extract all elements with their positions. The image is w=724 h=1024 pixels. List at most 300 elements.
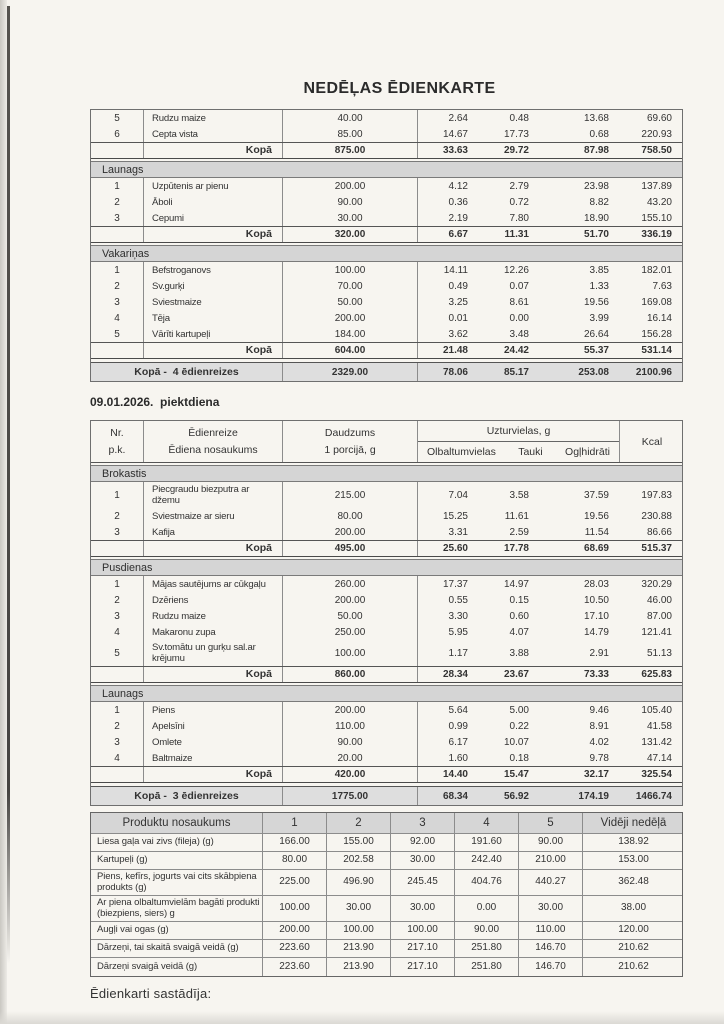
kcal-value: 51.13	[646, 647, 672, 659]
carb-value: 8.82	[589, 196, 609, 208]
product-value: 100.00	[327, 922, 391, 939]
menu-table-day2-body	[91, 465, 682, 805]
carb-value: 37.59	[583, 489, 609, 501]
product-value: 138.92	[618, 836, 649, 848]
row-number: 1	[91, 482, 144, 508]
row-number: 1	[91, 576, 144, 592]
dish-name: Piens	[144, 702, 283, 718]
row-number: 3	[91, 210, 144, 226]
kcal-value: 169.08	[641, 296, 672, 308]
meal-total-row	[91, 766, 682, 783]
carb-value: 18.90	[583, 212, 609, 224]
grand-total-protein: 78.06	[442, 366, 468, 378]
header-kcal-cell: Kcal	[619, 421, 684, 462]
carb-value: 19.56	[583, 510, 609, 522]
kcal-value: 156.28	[641, 328, 672, 340]
grand-total-protein: 68.34	[442, 790, 468, 802]
carb-value: 9.78	[589, 752, 609, 764]
protein-value: 0.01	[448, 312, 468, 324]
protein-value: 7.04	[448, 489, 468, 501]
product-value: 166.00	[263, 834, 327, 851]
carb-value: 8.91	[589, 720, 609, 732]
portion-grams: 85.00	[283, 126, 418, 142]
carb-value: 11.54	[584, 526, 609, 538]
menu-item-row	[91, 294, 682, 310]
products-col-header: 1	[263, 813, 327, 833]
meal-section-header: Vakariņas	[91, 245, 682, 262]
protein-value: 2.64	[448, 112, 468, 124]
protein-value: 0.55	[448, 594, 468, 606]
product-row	[91, 834, 682, 852]
fat-value: 4.07	[509, 626, 529, 638]
portion-grams: 90.00	[283, 194, 418, 210]
menu-item-row	[91, 278, 682, 294]
kcal-value: 47.14	[646, 752, 672, 764]
fat-value: 11.61	[504, 510, 529, 522]
menu-item-row	[91, 262, 682, 278]
portion-grams: 200.00	[283, 310, 418, 326]
products-col-header: 3	[391, 813, 455, 833]
row-number: 2	[91, 508, 144, 524]
protein-value: 15.25	[442, 510, 468, 522]
products-col-header: Vidēji nedēļā	[600, 816, 667, 829]
fat-value: 17.73	[503, 128, 529, 140]
total-fat: 11.31	[504, 229, 529, 240]
menu-item-row	[91, 110, 682, 126]
menu-item-row	[91, 702, 682, 718]
protein-value: 1.60	[448, 752, 468, 764]
fat-value: 10.07	[503, 736, 529, 748]
menu-item-row	[91, 126, 682, 142]
protein-value: 14.67	[442, 128, 468, 140]
portion-grams: 80.00	[283, 508, 418, 524]
carb-value: 19.56	[583, 296, 609, 308]
kcal-value: 220.93	[641, 128, 672, 140]
portion-grams: 200.00	[283, 592, 418, 608]
portion-grams: 260.00	[283, 576, 418, 592]
product-row	[91, 958, 682, 976]
product-value: 30.00	[327, 896, 391, 921]
date-heading: 09.01.2026. piektdiena	[90, 395, 220, 409]
kcal-value: 137.89	[641, 180, 672, 192]
product-value: 217.10	[391, 958, 455, 976]
meal-total-row	[91, 142, 682, 159]
row-number: 6	[91, 126, 144, 142]
products-col-header: 5	[519, 813, 583, 833]
product-value: 245.45	[391, 870, 455, 895]
page-title: NEDĒĻAS ĒDIENKARTE	[303, 80, 496, 97]
dish-name: Dzēriens	[144, 592, 283, 608]
protein-value: 5.95	[448, 626, 468, 638]
grand-total-kcal: 2100.96	[635, 366, 672, 378]
meal-total-row	[91, 666, 682, 683]
menu-item-row	[91, 194, 682, 210]
product-value: 213.90	[327, 940, 391, 957]
header-nutrient-columns	[418, 442, 619, 462]
protein-value: 3.25	[448, 296, 468, 308]
protein-value: 6.17	[448, 736, 468, 748]
product-value: 210.62	[618, 960, 649, 972]
header-protein-label: Olbaltumvielas	[427, 446, 496, 458]
product-value: 155.00	[327, 834, 391, 851]
row-number: 2	[91, 278, 144, 294]
product-value: 362.48	[618, 876, 649, 888]
product-value: 223.60	[263, 958, 327, 976]
dish-name: Sviestmaize ar sieru	[144, 508, 283, 524]
product-value: 200.00	[263, 922, 327, 939]
fat-value: 2.79	[509, 180, 529, 192]
fat-value: 8.61	[509, 296, 529, 308]
product-value: 38.00	[620, 902, 647, 914]
product-value: 153.00	[618, 854, 649, 866]
total-kcal: 515.37	[641, 543, 672, 554]
row-number: 2	[91, 194, 144, 210]
product-value: 223.60	[263, 940, 327, 957]
total-fat: 15.47	[503, 769, 529, 780]
total-grams: 495.00	[283, 541, 418, 556]
fat-value: 3.88	[509, 647, 529, 659]
product-value: 213.90	[327, 958, 391, 976]
fat-value: 0.48	[509, 112, 529, 124]
product-value: 100.00	[391, 922, 455, 939]
fat-value: 0.18	[509, 752, 529, 764]
row-number: 1	[91, 702, 144, 718]
carb-value: 26.64	[583, 328, 609, 340]
total-label: Kopā	[144, 667, 283, 682]
product-name: Piens, kefīrs, jogurts vai cits skābpiena produkts (g)	[91, 870, 263, 895]
carb-value: 28.03	[583, 578, 609, 590]
day-grand-total-row	[91, 362, 682, 381]
portion-grams: 184.00	[283, 326, 418, 342]
product-value: 120.00	[618, 924, 649, 936]
protein-value: 4.12	[448, 180, 468, 192]
portion-grams: 30.00	[283, 210, 418, 226]
carb-value: 3.85	[589, 264, 609, 276]
meal-total-row	[91, 226, 682, 243]
product-value: 251.80	[455, 940, 519, 957]
product-value: 251.80	[455, 958, 519, 976]
product-value: 100.00	[263, 896, 327, 921]
product-value: 0.00	[455, 896, 519, 921]
row-number: 5	[91, 326, 144, 342]
grand-total-fat: 56.92	[503, 790, 529, 802]
product-value: 440.27	[519, 870, 583, 895]
product-value: 90.00	[519, 834, 583, 851]
total-spacer	[91, 143, 144, 158]
menu-item-row	[91, 178, 682, 194]
dish-name: Mājas sautējums ar cūkgaļu	[144, 576, 283, 592]
total-carb: 51.70	[583, 229, 609, 240]
menu-table-day1	[90, 109, 683, 382]
product-value: 404.76	[455, 870, 519, 895]
menu-item-row	[91, 482, 682, 508]
dish-name: Cepta vista	[144, 126, 283, 142]
grand-total-fat: 85.17	[503, 366, 529, 378]
protein-value: 0.49	[448, 280, 468, 292]
total-fat: 17.78	[503, 543, 529, 554]
portion-grams: 110.00	[283, 718, 418, 734]
product-value: 217.10	[391, 940, 455, 957]
portion-grams: 40.00	[283, 110, 418, 126]
kcal-value: 155.10	[641, 212, 672, 224]
product-value: 210.00	[519, 852, 583, 869]
protein-value: 2.19	[448, 212, 468, 224]
menu-item-row	[91, 718, 682, 734]
product-value: 202.58	[327, 852, 391, 869]
meal-total-row	[91, 540, 682, 557]
header-dish-line1: Ēdienreize	[188, 426, 238, 439]
total-spacer	[91, 767, 144, 782]
total-spacer	[91, 667, 144, 682]
kcal-value: 87.00	[646, 610, 672, 622]
total-spacer	[91, 343, 144, 358]
kcal-value: 86.66	[646, 526, 672, 538]
total-carb: 87.98	[583, 145, 609, 156]
product-value: 225.00	[263, 870, 327, 895]
products-name-header: Produktu nosaukums	[91, 813, 263, 833]
portion-grams: 100.00	[283, 640, 418, 666]
carb-value: 13.68	[583, 112, 609, 124]
total-kcal: 625.83	[641, 669, 672, 680]
dish-name: Cepumi	[144, 210, 283, 226]
dish-name: Rudzu maize	[144, 608, 283, 624]
dish-name: Āboli	[144, 194, 283, 210]
products-summary-table	[90, 812, 683, 977]
day-grand-total-row	[91, 786, 682, 805]
kcal-value: 46.00	[646, 594, 672, 606]
fat-value: 3.58	[509, 489, 529, 501]
kcal-value: 320.29	[641, 578, 672, 590]
product-value: 92.00	[391, 834, 455, 851]
menu-table-header	[91, 421, 682, 463]
menu-item-row	[91, 210, 682, 226]
total-grams: 320.00	[283, 227, 418, 242]
menu-item-row	[91, 624, 682, 640]
dish-name: Uzpūtenis ar pienu	[144, 178, 283, 194]
row-number: 3	[91, 734, 144, 750]
carb-value: 3.99	[589, 312, 609, 324]
kcal-value: 182.01	[641, 264, 672, 276]
dish-name: Sviestmaize	[144, 294, 283, 310]
product-row	[91, 922, 682, 940]
product-value: 80.00	[263, 852, 327, 869]
fat-value: 3.48	[509, 328, 529, 340]
product-value: 210.62	[618, 942, 649, 954]
total-protein: 25.60	[442, 543, 468, 554]
total-spacer	[91, 227, 144, 242]
menu-item-row	[91, 524, 682, 540]
kcal-value: 16.14	[646, 312, 672, 324]
carb-value: 9.46	[589, 704, 609, 716]
dish-name: Vārīti kartupeļi	[144, 326, 283, 342]
header-nr-line1: Nr.	[110, 426, 124, 439]
meal-section-header: Pusdienas	[91, 559, 682, 576]
grand-total-label: Kopā - 4 ēdienreizes	[91, 363, 283, 381]
meal-section-header: Brokastis	[91, 465, 682, 482]
row-number: 4	[91, 750, 144, 766]
footer-label: Ēdienkarti sastādīja:	[90, 986, 212, 1001]
product-value: 146.70	[519, 958, 583, 976]
total-fat: 23.67	[503, 669, 529, 680]
portion-grams: 70.00	[283, 278, 418, 294]
dish-name: Sv.gurķi	[144, 278, 283, 294]
kcal-value: 41.58	[646, 720, 672, 732]
header-dish-cell	[144, 421, 283, 462]
portion-grams: 20.00	[283, 750, 418, 766]
product-row	[91, 896, 682, 922]
protein-value: 5.64	[448, 704, 468, 716]
total-protein: 28.34	[442, 669, 468, 680]
fat-value: 12.26	[503, 264, 529, 276]
carb-value: 4.02	[589, 736, 609, 748]
total-kcal: 531.14	[641, 345, 672, 356]
row-number: 5	[91, 640, 144, 666]
total-label: Kopā	[144, 767, 283, 782]
products-col-header: 4	[455, 813, 519, 833]
dish-name: Apelsīni	[144, 718, 283, 734]
header-dish-line2: Ēdiena nosaukums	[168, 444, 258, 457]
total-carb: 73.33	[583, 669, 609, 680]
row-number: 1	[91, 262, 144, 278]
product-value: 30.00	[391, 852, 455, 869]
kcal-value: 131.42	[641, 736, 672, 748]
dish-name: Omlete	[144, 734, 283, 750]
total-grams: 604.00	[283, 343, 418, 358]
header-nr-line2: p.k.	[108, 444, 126, 457]
total-label: Kopā	[144, 143, 283, 158]
protein-value: 3.30	[448, 610, 468, 622]
header-nr-cell	[91, 421, 144, 462]
protein-value: 0.99	[448, 720, 468, 732]
meal-total-row	[91, 342, 682, 359]
fat-value: 5.00	[509, 704, 529, 716]
menu-item-row	[91, 750, 682, 766]
product-row	[91, 870, 682, 896]
fat-value: 0.15	[509, 594, 529, 606]
portion-grams: 200.00	[283, 702, 418, 718]
header-fat-label: Tauki	[518, 446, 543, 458]
total-grams: 420.00	[283, 767, 418, 782]
kcal-value: 7.63	[652, 280, 672, 292]
row-number: 3	[91, 608, 144, 624]
total-fat: 29.72	[503, 145, 529, 156]
product-value: 90.00	[455, 922, 519, 939]
fat-value: 2.59	[509, 526, 529, 538]
product-value: 496.90	[327, 870, 391, 895]
fat-value: 0.00	[509, 312, 529, 324]
kcal-value: 230.88	[641, 510, 672, 522]
product-value: 191.60	[455, 834, 519, 851]
grand-total-carb: 253.08	[578, 366, 609, 378]
kcal-value: 197.83	[641, 489, 672, 501]
product-row	[91, 940, 682, 958]
products-col-header: 2	[327, 813, 391, 833]
grand-total-grams: 2329.00	[283, 363, 418, 381]
grand-total-kcal: 1466.74	[635, 790, 672, 802]
header-qty-line2: 1 porcijā, g	[324, 444, 376, 457]
header-carb-label: Ogļhidrāti	[565, 446, 610, 458]
kcal-value: 43.20	[646, 196, 672, 208]
fat-value: 0.72	[509, 196, 529, 208]
menu-item-row	[91, 310, 682, 326]
grand-total-carb: 174.19	[578, 790, 609, 802]
row-number: 1	[91, 178, 144, 194]
dish-name: Baltmaize	[144, 750, 283, 766]
kcal-value: 121.41	[641, 626, 672, 638]
row-number: 4	[91, 310, 144, 326]
header-qty-line1: Daudzums	[324, 426, 376, 439]
product-value: 242.40	[455, 852, 519, 869]
kcal-value: 105.40	[641, 704, 672, 716]
fat-value: 0.22	[509, 720, 529, 732]
portion-grams: 90.00	[283, 734, 418, 750]
row-number: 3	[91, 294, 144, 310]
protein-value: 14.11	[443, 264, 468, 276]
menu-item-row	[91, 592, 682, 608]
dish-name: Kafija	[144, 524, 283, 540]
carb-value: 2.91	[589, 647, 609, 659]
carb-value: 17.10	[583, 610, 609, 622]
grand-total-grams: 1775.00	[283, 787, 418, 805]
protein-value: 17.37	[442, 578, 468, 590]
portion-grams: 200.00	[283, 178, 418, 194]
total-grams: 875.00	[283, 143, 418, 158]
meal-section-header: Launags	[91, 685, 682, 702]
menu-item-row	[91, 734, 682, 750]
header-qty-cell	[283, 421, 418, 462]
row-number: 2	[91, 592, 144, 608]
total-carb: 68.69	[583, 543, 609, 554]
row-number: 4	[91, 624, 144, 640]
menu-item-row	[91, 326, 682, 342]
product-value: 110.00	[519, 922, 583, 939]
product-row	[91, 852, 682, 870]
product-value: 30.00	[519, 896, 583, 921]
carb-value: 10.50	[583, 594, 609, 606]
protein-value: 1.17	[448, 647, 468, 659]
total-kcal: 758.50	[641, 145, 672, 156]
protein-value: 3.62	[448, 328, 468, 340]
menu-item-row	[91, 508, 682, 524]
product-name: Ar piena olbaltumvielām bagāti produkti (biezpiens, siers) g	[91, 896, 263, 921]
total-carb: 55.37	[583, 345, 609, 356]
kcal-value: 69.60	[646, 112, 672, 124]
product-name: Kartupeļi (g)	[91, 852, 263, 869]
portion-grams: 100.00	[283, 262, 418, 278]
total-kcal: 336.19	[641, 229, 672, 240]
fat-value: 0.60	[509, 610, 529, 622]
row-number: 3	[91, 524, 144, 540]
dish-name: Makaronu zupa	[144, 624, 283, 640]
page-content	[90, 0, 683, 1001]
product-value: 146.70	[519, 940, 583, 957]
row-number: 2	[91, 718, 144, 734]
product-name: Dārzeņi, tai skaitā svaigā veidā (g)	[91, 940, 263, 957]
total-kcal: 325.54	[641, 769, 672, 780]
portion-grams: 50.00	[283, 608, 418, 624]
carb-value: 14.79	[583, 626, 609, 638]
header-nutrients-cell	[418, 421, 619, 462]
total-carb: 32.17	[583, 769, 609, 780]
fat-value: 7.80	[509, 212, 529, 224]
dish-name: Piecgraudu biezputra ar džemu	[144, 482, 283, 508]
total-fat: 24.42	[503, 345, 529, 356]
meal-section-header: Launags	[91, 161, 682, 178]
scan-bottom-edge	[0, 1011, 724, 1024]
dish-name: Befstroganovs	[144, 262, 283, 278]
total-protein: 21.48	[442, 345, 468, 356]
product-name: Dārzeņi svaigā veidā (g)	[91, 958, 263, 976]
